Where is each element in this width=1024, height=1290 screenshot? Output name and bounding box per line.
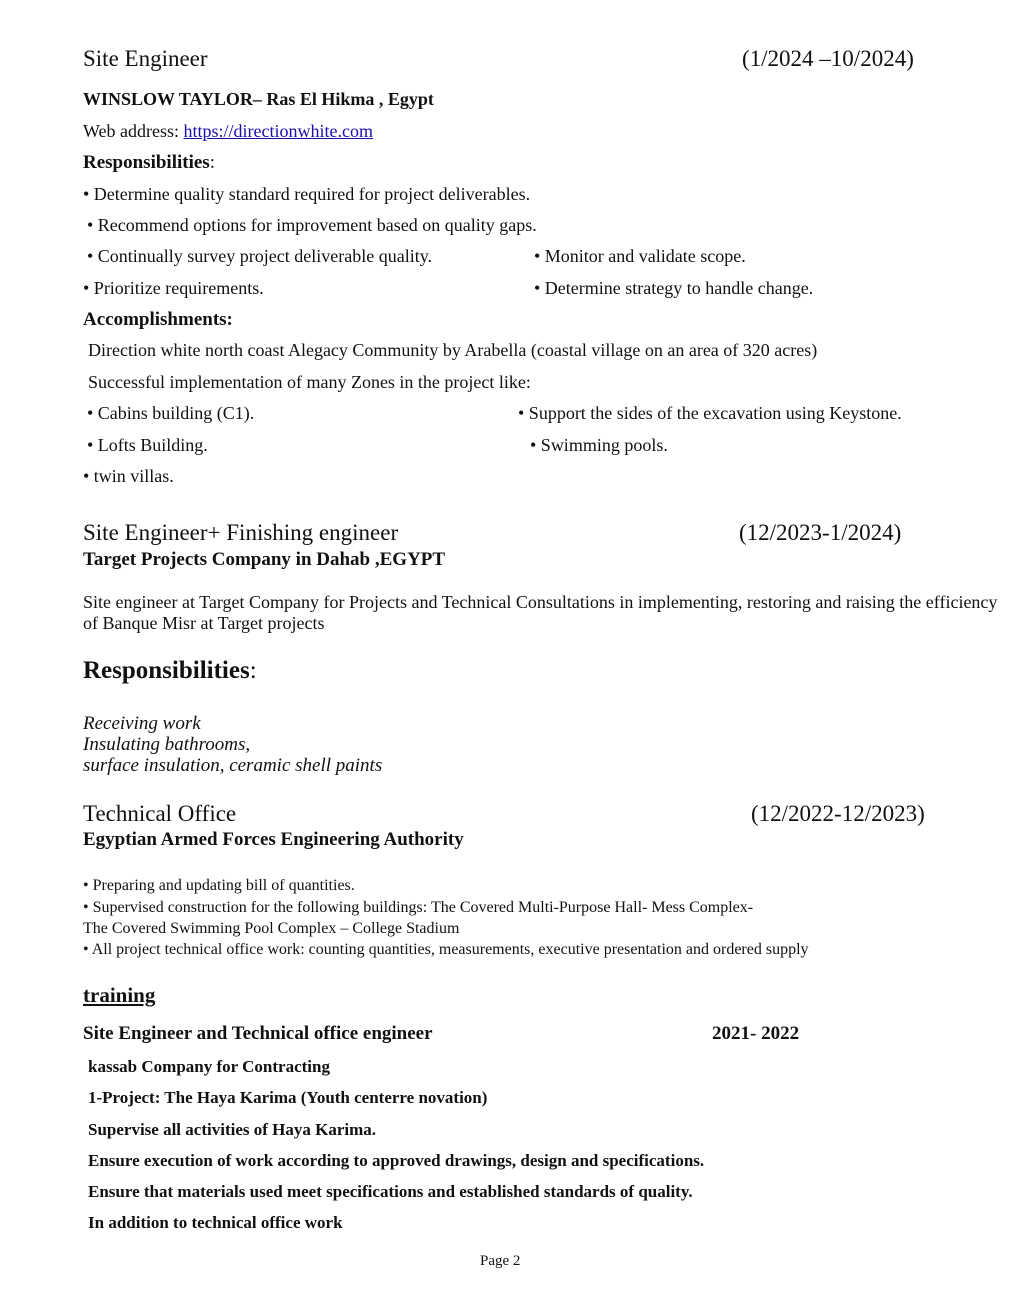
job2-title: Site Engineer+ Finishing engineer [83, 520, 399, 545]
web-address-link[interactable]: https://directionwhite.com [183, 121, 373, 141]
job3-item: The Covered Swimming Pool Complex – College Stadium [83, 920, 460, 937]
job2-company: Target Projects Company in Dahab ,EGYPT [83, 549, 446, 570]
resp-heading-text: Responsibilities [83, 152, 210, 173]
job2-responsibilities-heading [83, 657, 257, 685]
job3-company: Egyptian Armed Forces Engineering Authority [83, 829, 464, 850]
job2-resp-item: Receiving work [83, 713, 201, 734]
job1-acc-intro2: Successful implementation of many Zones in the project like: [88, 372, 531, 392]
job1-web [83, 121, 373, 142]
job1-resp-item: • Continually survey project deliverable quality. [87, 246, 433, 266]
web-address-label: Web address: [83, 121, 184, 141]
resp-heading-text: Responsibilities [83, 657, 250, 684]
job1-company: WINSLOW TAYLOR– Ras El Hikma , Egypt [83, 89, 434, 109]
training-line: In addition to technical office work [88, 1213, 343, 1232]
job1-acc-item: • Swimming pools. [530, 435, 668, 455]
job3-item: • Supervised construction for the following buildings: The Covered Multi-Purpose Hall- Mess Complex- [83, 899, 754, 916]
training-line: 1-Project: The Haya Karima (Youth centerre novation) [88, 1088, 488, 1107]
job1-resp-item: • Recommend options for improvement based on quality gaps. [87, 215, 537, 235]
training-line: kassab Company for Contracting [88, 1057, 330, 1076]
training-heading: training [83, 983, 156, 1007]
job2-resp-item: Insulating bathrooms, [83, 734, 251, 755]
job1-acc-item: • Cabins building (C1). [87, 403, 255, 423]
job1-resp-item: • Determine quality standard required for project deliverables. [83, 184, 531, 204]
job1-dates: (1/2024 –10/2024) [742, 46, 914, 71]
resp-heading-colon: : [249, 657, 257, 684]
job1-resp-item: • Prioritize requirements. [83, 278, 264, 298]
training-line: Supervise all activities of Haya Karima. [88, 1120, 377, 1139]
job2-resp-item: surface insulation, ceramic shell paints [83, 755, 383, 776]
training-role: Site Engineer and Technical office engineer [83, 1023, 433, 1044]
page-number: Page 2 [480, 1253, 521, 1269]
training-line: Ensure that materials used meet specifications and established standards of quality. [88, 1182, 693, 1201]
job3-title: Technical Office [83, 801, 237, 826]
job1-accomplishments-heading: Accomplishments: [83, 309, 233, 330]
training-line: Ensure execution of work according to approved drawings, design and specifications. [88, 1151, 705, 1170]
job1-acc-item: • Lofts Building. [87, 435, 208, 455]
job2-dates: (12/2023-1/2024) [739, 520, 902, 545]
job1-title: Site Engineer [83, 46, 208, 71]
job2-description: Site engineer at Target Company for Projects and Technical Consultations in implementing, restoring and raising the efficiency of Banque Misr at Target projects [83, 592, 998, 633]
job3-item: • Preparing and updating bill of quantities. [83, 877, 355, 894]
job3-dates: (12/2022-12/2023) [751, 801, 925, 826]
job1-acc-item: • twin villas. [83, 466, 174, 486]
job1-acc-item: • Support the sides of the excavation using Keystone. [518, 403, 902, 423]
training-dates: 2021- 2022 [712, 1023, 800, 1044]
resp-heading-colon: : [209, 152, 215, 173]
job3-item: • All project technical office work: counting quantities, measurements, executive presentation and ordered supply [83, 941, 809, 958]
job1-resp-item: • Monitor and validate scope. [534, 246, 746, 266]
job1-acc-intro: Direction white north coast Alegacy Community by Arabella (coastal village on an area of 320 acres) [88, 340, 818, 360]
job1-resp-item: • Determine strategy to handle change. [534, 278, 814, 298]
job1-responsibilities-heading [83, 152, 215, 174]
